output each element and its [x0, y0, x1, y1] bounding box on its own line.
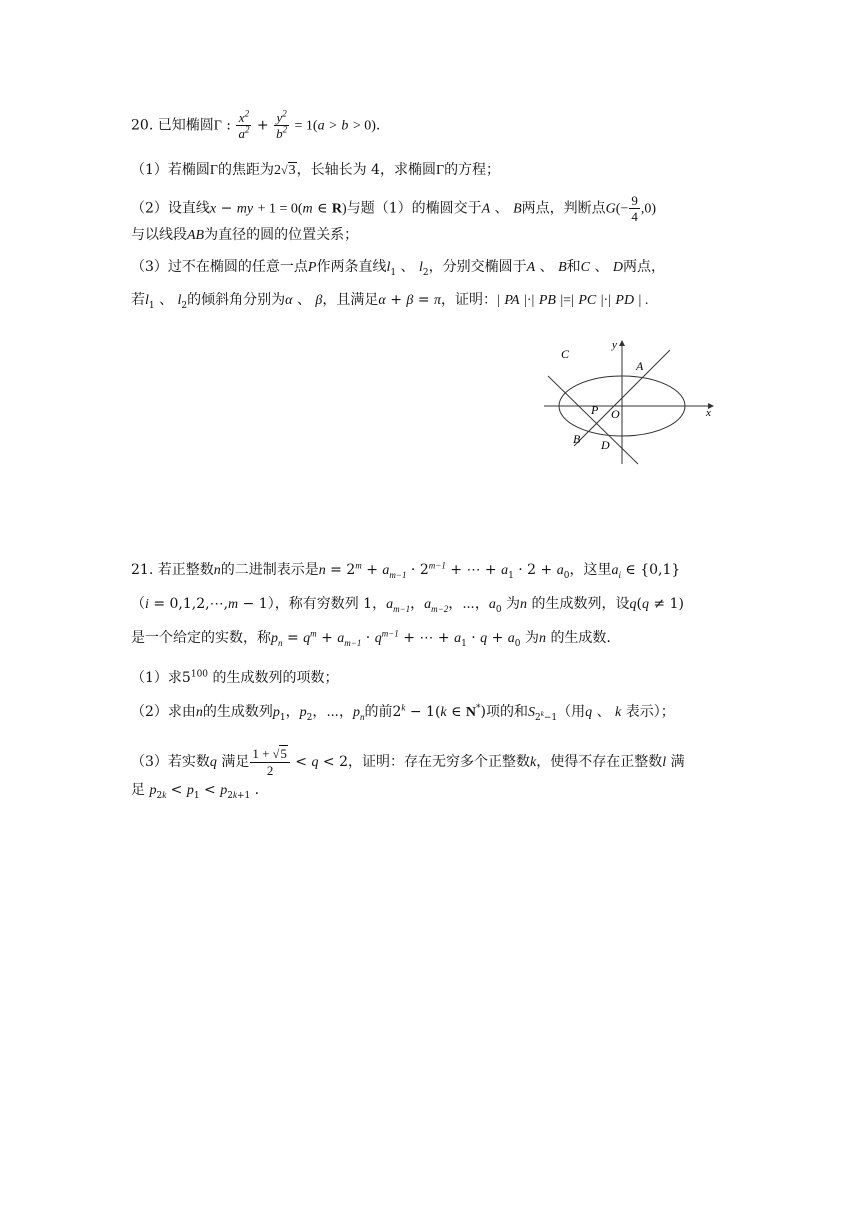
q21-stem-line2: （i = 0,1,2,⋯,m − 1），称有穷数列 1，$a_{m-1}$，$a_{m-2}$，⋯，$a_0$ 为n 的生成数列，设q(q ≠ 1) [131, 596, 684, 615]
label-A: A [636, 359, 644, 373]
q20-stem: 20. 已知椭圆Γ : $\frac{x^2}{a^2}$ + $\frac{y^2}{b^2}$ = 1(a > b > 0). [131, 108, 381, 141]
label-C: C [561, 347, 570, 361]
line-l2 [548, 376, 638, 464]
label-P: P [591, 403, 599, 417]
q21-part2: （2）求由n的生成数列$p_1$，$p_2$，⋯，$p_n$的前$2^k - 1(k$ ∈ N*)项的和$S_{2^k-1}$（用q 、 k 表示）； [131, 702, 675, 723]
label-y: y [612, 339, 617, 351]
q21-part3-line1: （3）若实数q 满足 $\frac{1 + √5}{2}$ < q < 2，证明：存在无穷多个正整数k，使得不存在正整数l 满 [131, 746, 685, 778]
q20-part3-line2: 若$l_1$ 、 $l_2$的倾斜角分别为α 、 β，且满足α + β = π，证明：| PA |·| PB |=| PC |·| PD | . [131, 292, 649, 311]
label-B: B [573, 432, 581, 446]
label-O: O [611, 407, 620, 421]
q21-stem-line1: 21. 若正整数n的二进制表示是$n = 2^m + a_{m-1} \cdot 2^{m-1}$ + ⋯ + $a_1 \cdot 2 + a_0$，这里$a_i$ ∈ {0,1} [131, 560, 681, 581]
q21-part3-line2: 足 $p_{2k} < p_1 < p_{2k+1}$ . [131, 782, 260, 801]
label-x: x [706, 407, 711, 419]
q20-part2-line1: （2）设直线x − my + 1 = 0(m ∈ R)与题（1）的椭圆交于A 、 B两点，判断点G(− $\frac{9}{4}$ ,0) [131, 193, 657, 224]
q21-stem-line3: 是一个给定的实数，称$p_n = q^m + a_{m-1} \cdot q^{m-1}$ + ⋯ + $a_1 \cdot q + a_0$ 为n 的生成数. [131, 628, 611, 649]
q20-part3-line1: （3）过不在椭圆的任意一点P作两条直线$l_1$ 、 $l_2$，分别交椭圆于A 、 B和C 、 D两点， [131, 259, 666, 278]
q21-part1: （1）求$5^{100}$ 的生成数列的项数； [131, 669, 339, 686]
q20-part1: （1）若椭圆Γ的焦距为2√3，长轴长为 4，求椭圆Γ的方程； [131, 162, 501, 178]
q20-part2-line2: 与以线段AB为直径的圆的位置关系； [131, 227, 359, 243]
y-axis-arrow [619, 340, 625, 346]
label-D: D [601, 438, 610, 452]
ellipse-figure [540, 336, 720, 466]
